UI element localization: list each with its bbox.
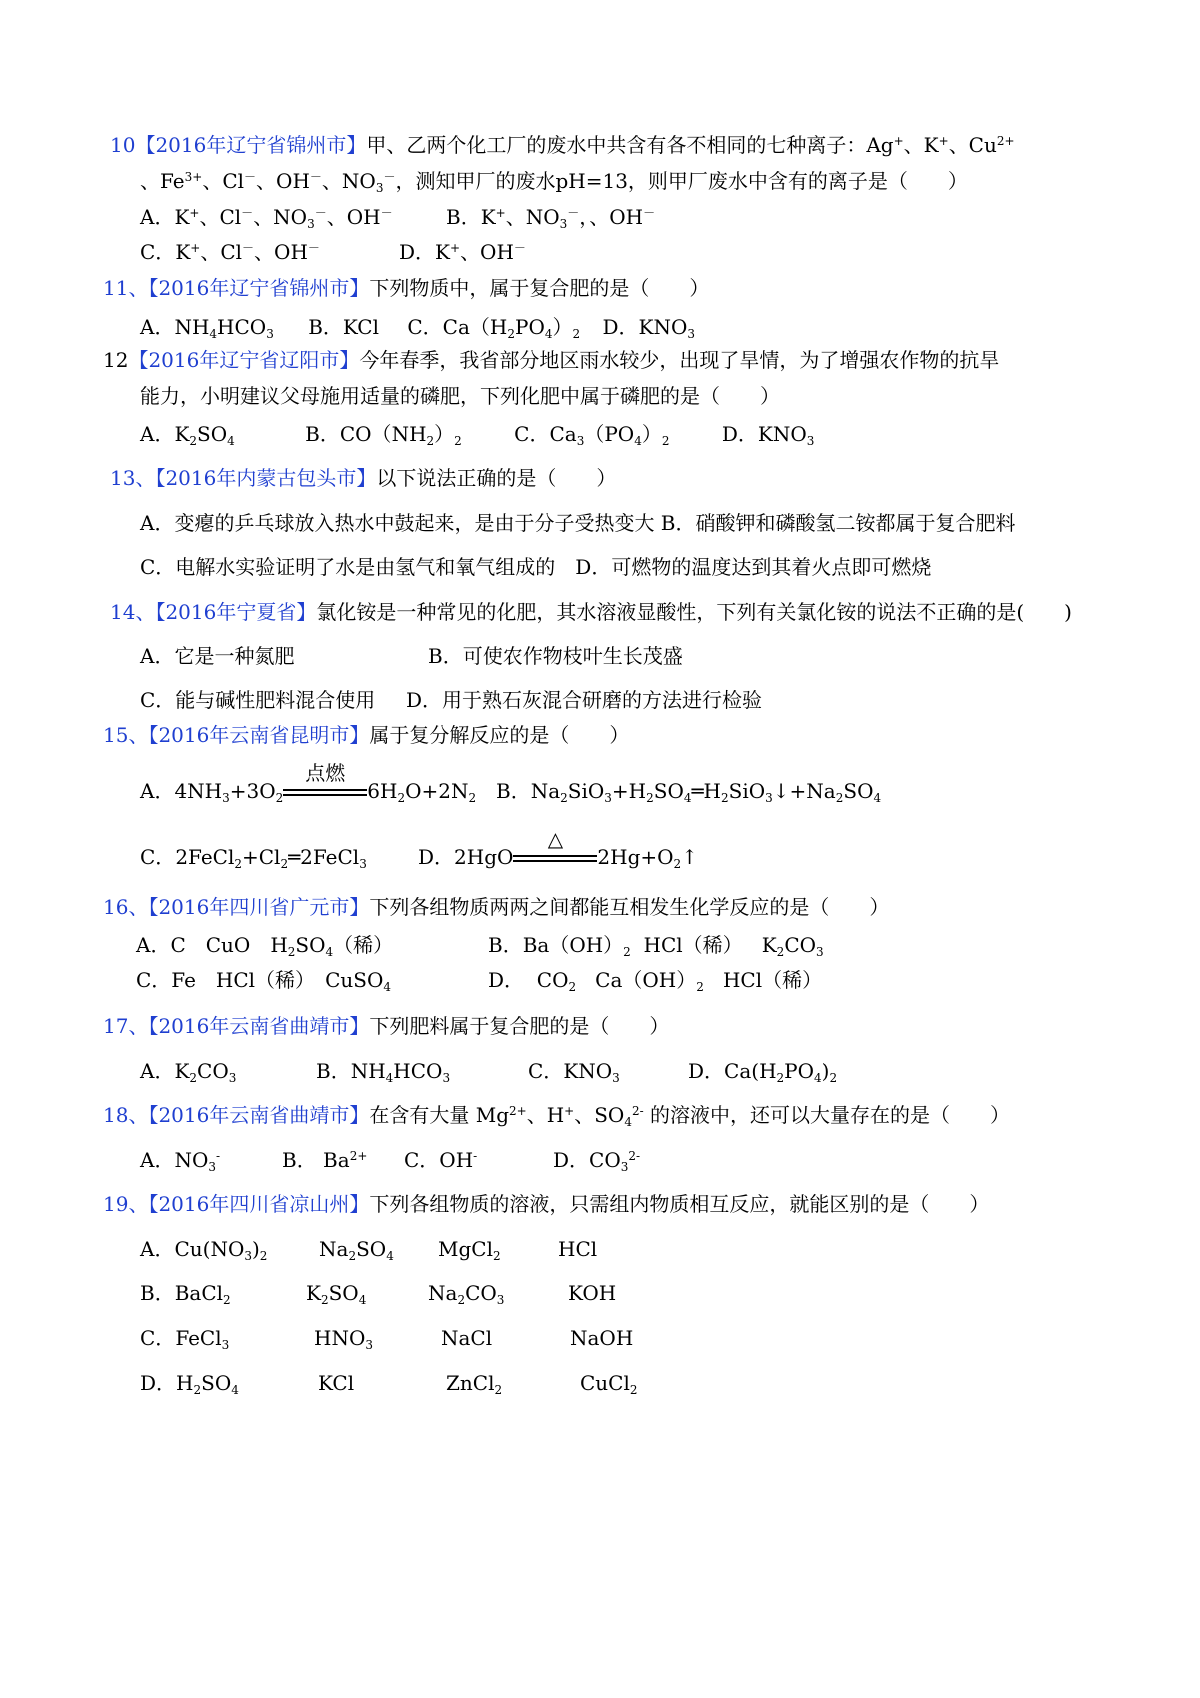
q19-row-a-item: $Na_2SO_4$ [319, 1237, 394, 1263]
q16-choice-b: B．$Ba(OH)_2$ HCl（稀） $K_2CO_3$ [488, 933, 824, 959]
reaction-condition-heat [513, 826, 597, 869]
q18-source: 【2016年云南省曲靖市】 [148, 1103, 370, 1127]
q19-line1 [103, 1192, 989, 1216]
q10-ions-2: 、$Fe^{3+}$、Cl－、OH－、$NO_3^-$ [140, 169, 396, 195]
q16-line1 [103, 895, 889, 919]
q17-line1 [103, 1014, 669, 1038]
q13-number: 13、 [110, 466, 156, 490]
q14-choice-a: A．它是一种氮肥 [140, 644, 295, 668]
q15-choice-d-label: D． [418, 845, 455, 869]
q16-choice-c-label: C．Fe HCl（稀） [136, 968, 326, 992]
equals-bar [283, 789, 367, 791]
q16-choice-d-label: D． [488, 968, 525, 992]
q18-number: 18、 [103, 1103, 149, 1127]
q10-source: 【2016年辽宁省锦州市】 [135, 133, 367, 157]
q19-row-c-item: NaCl [441, 1326, 493, 1350]
q19-row-a: A．$Cu(NO_3)_2$ [140, 1237, 268, 1263]
q15-choice-c: C．$2FeCl_2+Cl_2═2FeCl_3$ [140, 845, 367, 871]
q19-stem: 下列各组物质的溶液，只需组内物质相互反应，就能区别的是（ ） [369, 1192, 990, 1216]
q19-row-a-item: HCl [558, 1237, 598, 1261]
q15-source: 【2016年云南省昆明市】 [148, 723, 370, 747]
q12-choice-c-label: C． [514, 422, 550, 446]
q12-choice-d: D．$KNO_3$ [721, 422, 815, 448]
q10-choice-d-label: D． [399, 240, 436, 264]
q18-choice-d-label: D． [553, 1148, 590, 1172]
q12-choice-a: A．$K_2SO_4$ [140, 422, 235, 448]
q12-choice-c: C．$Ca_3(PO_4)_2$ [514, 422, 670, 448]
q11-line1 [103, 276, 709, 300]
q18-line1 [103, 1103, 1010, 1127]
q17-choice-a: A．$K_2CO_3$ [140, 1059, 237, 1085]
q17-choice-b-label: B． [316, 1059, 351, 1083]
q17-choice-a-label: A． [140, 1059, 175, 1083]
q10-number: 10 [110, 133, 136, 157]
q17-choice-c: C．$KNO_3$ [528, 1059, 620, 1085]
q14-number: 14、 [110, 600, 156, 624]
q13-line1 [110, 466, 616, 490]
q17-number: 17、 [103, 1014, 149, 1038]
q19-row-d-item: ZnCl$_2$ [446, 1371, 503, 1397]
q16-choice-a-label: A．C CuO [136, 933, 271, 957]
q18-stem-post: 的溶液中，还可以大量存在的是（ ） [643, 1103, 1011, 1127]
q14-choice-b: B．可使农作物枝叶生长茂盛 [428, 644, 683, 668]
reaction-condition-ignite [283, 760, 367, 803]
q11-number: 11、 [103, 276, 149, 300]
q19-row-b: B．BaCl$_2$ [140, 1281, 231, 1307]
q14-choice-d: D．用于熟石灰混合研磨的方法进行检验 [406, 688, 763, 712]
q15-stem: 属于复分解反应的是（ ） [369, 723, 630, 747]
q12-source: 【2016年辽宁省辽阳市】 [128, 348, 360, 372]
q14-stem: 氯化铵是一种常见的化肥，其水溶液显酸性，下列有关氯化铵的说法不正确的是( ) [316, 600, 1072, 624]
q17-choice-c-label: C． [528, 1059, 564, 1083]
q10-stem: 甲、乙两个化工厂的废水中共含有各不相同的七种离子： [366, 133, 867, 157]
q12-number: 12 [103, 348, 129, 372]
q15-choice-b-label: B． [496, 779, 531, 803]
q19-row-a-item: MgCl$_2$ [438, 1237, 501, 1263]
q15-number: 15、 [103, 723, 149, 747]
q18-ions: $Mg^{2+}$、H+、$SO_4^{2-}$ [475, 1103, 644, 1129]
q10-choice-a: A．K+、Cl－、$NO_3^-$、OH－ [140, 205, 393, 231]
q14-source: 【2016年宁夏省】 [155, 600, 317, 624]
q18-choice-c: C．OH- [404, 1148, 478, 1172]
q10-choice-b-label: B． [446, 205, 481, 229]
q19-row-b-label: B． [140, 1281, 175, 1305]
q13-choices-ab: A．变瘪的乒乓球放入热水中鼓起来，是由于分子受热变大 B．硝酸钾和磷酸氢二铵都属于复合肥料 [140, 511, 1016, 535]
q19-row-b-item: $K_2SO_4$ [306, 1281, 367, 1307]
q12-line1 [103, 348, 999, 372]
q12-choices [140, 422, 814, 446]
condition-label: △ [547, 826, 564, 851]
q12-choice-b-label: B．CO（ [305, 422, 392, 446]
q12-choice-a-label: A． [140, 422, 175, 446]
q11-choice-a-label: A． [140, 315, 175, 339]
q14-choice-c: C．能与碱性肥料混合使用 [140, 688, 376, 712]
q16-source: 【2016年四川省广元市】 [148, 895, 370, 919]
q10-stem-cont: ，测知甲厂的废水pH=13，则甲厂废水中含有的离子是（ ） [395, 169, 968, 193]
q15-choice-b: B．$Na_2SiO_3+H_2SO_4═H_2SiO_3↓+Na_2SO_4$ [496, 779, 882, 805]
q14-line1 [110, 600, 1072, 624]
q11-choice-c-label: C．Ca（ [407, 315, 490, 339]
q17-choice-b: B．$NH_4HCO_3$ [316, 1059, 451, 1085]
q11-choice-c: C．$Ca(H_2PO_4)_2$ [407, 315, 581, 341]
q19-row-d-item: KCl [318, 1371, 355, 1395]
q18-choice-a: A．$NO_3^-$ [140, 1148, 221, 1174]
q19-row-d: D．$H_2SO_4$ [140, 1371, 239, 1397]
q12-choice-b: B．$CO(NH_2)_2$ [305, 422, 462, 448]
q15-choice-a: A．$4NH_3+3O_2$ 点燃 $6H_2O+2N_2$ [140, 760, 477, 805]
q11-choice-a: A．$NH_4HCO_3$ [140, 315, 274, 341]
q16-choice-d: D． $CO_2$ $Ca(OH)_2$ HCl（稀） [488, 968, 823, 994]
q19-row-d-label: D． [140, 1371, 177, 1395]
q19-row-a-label: A． [140, 1237, 175, 1261]
q18-stem-pre: 在含有大量 [369, 1103, 476, 1127]
equals-bar [513, 855, 597, 857]
q13-stem: 以下说法正确的是（ ） [376, 466, 617, 490]
q16-stem: 下列各组物质两两之间都能互相发生化学反应的是（ ） [369, 895, 890, 919]
q19-number: 19、 [103, 1192, 149, 1216]
q19-row-d-item: CuCl$_2$ [580, 1371, 638, 1397]
q12-stem: 今年春季，我省部分地区雨水较少，出现了旱情，为了增强农作物的抗旱 [359, 348, 1000, 372]
q10-line1 [110, 133, 1015, 157]
q19-row-b-item: $Na_2CO_3$ [428, 1281, 505, 1307]
equals-bar [513, 860, 597, 862]
q15-choice-c-label: C． [140, 845, 176, 869]
q11-choice-b: B．KCl [308, 315, 379, 339]
q11-choices [140, 315, 695, 339]
q17-stem: 下列肥料属于复合肥的是（ ） [369, 1014, 670, 1038]
q13-choices-cd: C．电解水实验证明了水是由氢气和氧气组成的 D．可燃物的温度达到其着火点即可燃烧 [140, 555, 932, 579]
q15-line1 [103, 723, 629, 747]
q10-choice-d: D．K+、OH－ [399, 240, 526, 264]
q16-choice-c: C．Fe HCl（稀） CuSO$_4$ [136, 968, 391, 994]
q12-choice-d-label: D． [721, 422, 758, 446]
q17-source: 【2016年云南省曲靖市】 [148, 1014, 370, 1038]
q19-row-c: C．FeCl$_3$ [140, 1326, 230, 1352]
q19-source: 【2016年四川省凉山州】 [148, 1192, 370, 1216]
q18-choice-c-label: C．OH [404, 1148, 474, 1172]
q13-source: 【2016年内蒙古包头市】 [155, 466, 377, 490]
q16-choice-a: A．C CuO $H_2SO_4$（稀） [136, 933, 394, 959]
q11-source: 【2016年辽宁省锦州市】 [148, 276, 370, 300]
q12-line2: 能力，小明建议父母施用适量的磷肥，下列化肥中属于磷肥的是（ ） [140, 384, 780, 408]
q18-choice-b-label: B． [282, 1148, 317, 1172]
q18-choice-b: B． $Ba^{2+}$ [282, 1148, 368, 1172]
q11-choice-d: D．$KNO_3$ [602, 315, 696, 341]
q16-choice-b-label: B．Ba（OH） [488, 933, 624, 957]
q11-stem: 下列物质中，属于复合肥的是（ ） [369, 276, 710, 300]
q15-choice-d: D．2HgO △ $2Hg+O_2↑$ [418, 826, 698, 871]
q15-choice-a-label: A． [140, 779, 175, 803]
q17-choice-d-label: D． [688, 1059, 725, 1083]
q19-row-b-item: KOH [568, 1281, 617, 1305]
q19-row-c-label: C． [140, 1326, 176, 1350]
q19-row-c-item: $HNO_3$ [314, 1326, 373, 1352]
q16-number: 16、 [103, 895, 149, 919]
equals-bar [283, 794, 367, 796]
q19-row-c-item: NaOH [570, 1326, 634, 1350]
q10-choice-c-label: C． [140, 240, 176, 264]
q17-choice-d: D．$Ca(H_2PO_4)_2$ [688, 1059, 838, 1085]
q10-choice-a-label: A． [140, 205, 175, 229]
q11-choice-d-label: D． [602, 315, 639, 339]
condition-label: 点燃 [305, 760, 346, 785]
q10-line2 [140, 169, 968, 193]
q18-choice-a-label: A． [140, 1148, 175, 1172]
q10-choice-c: C．K+、Cl－、OH－ [140, 240, 320, 264]
q10-ions-1: Ag+、K+、$Cu^{2+}$ [866, 133, 1015, 157]
q18-choice-d: D．$CO_3^{2-}$ [553, 1148, 641, 1174]
q10-choice-b: B．K+、$NO_3^-$，、OH－ [446, 205, 656, 231]
